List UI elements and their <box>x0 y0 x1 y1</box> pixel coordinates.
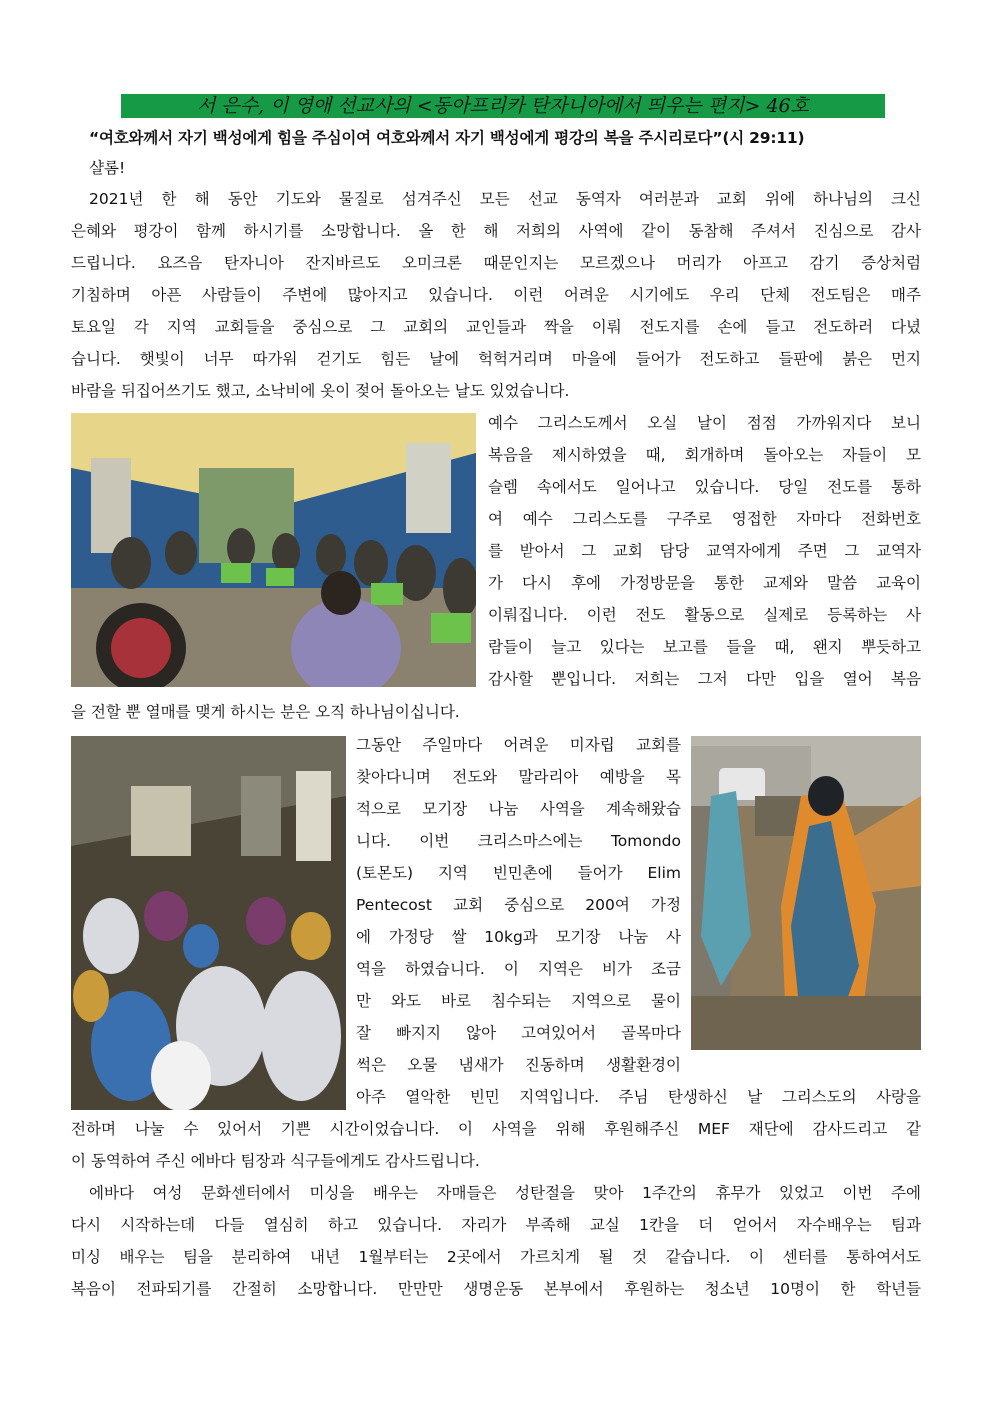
crowd-distribution-photo <box>71 736 346 1110</box>
text-line: 기침하며 아픈 사람들이 주변에 많아지고 있습니다. 이런 어려운 시기에도 우리 단체 전도팀은 매주 <box>71 286 921 304</box>
text-line: 아주 열악한 빈민 지역입니다. 주님 탄생하신 날 그리스도의 사랑을 <box>356 1088 921 1106</box>
text-line: 복음이 전파되기를 간절히 소망합니다. 만만만 생명운동 본부에서 후원하는 청소년 10명이 한 학년들 <box>71 1280 921 1298</box>
text-line: 에바다 여성 문화센터에서 미싱을 배우는 자매들은 성탄절을 맞아 1주간의 휴무가 있었고 이번 주에 <box>89 1184 921 1202</box>
text-line: 만 와도 바로 침수되는 지역으로 물이 <box>356 992 681 1010</box>
text-line: 복음을 제시하였을 때, 회개하며 돌아오는 자들이 모 <box>488 446 921 464</box>
text-line: 역을 하였습니다. 이 지역은 비가 조금 <box>356 960 681 978</box>
text-line: 적으로 모기장 나눔 사역을 계속해왔습 <box>356 800 681 818</box>
text-line: 이뤄집니다. 이런 전도 활동으로 실제로 등록하는 사 <box>488 606 921 624</box>
church-meeting-photo <box>71 413 476 687</box>
text-line: 그동안 주일마다 어려운 미자립 교회를 <box>356 736 681 754</box>
text-line: 은혜와 평강이 함께 하시기를 소망합니다. 올 한 해 저희의 사역에 같이 동참해 주셔서 진심으로 감사 <box>71 222 921 240</box>
text-line: 바람을 뒤집어쓰기도 했고, 소낙비에 옷이 젖어 돌아오는 날도 있었습니다. <box>71 382 570 400</box>
text-line: Pentecost 교회 중심으로 200여 가정 <box>356 896 681 914</box>
text-line: 토요일 각 지역 교회들을 중심으로 그 교회의 교인들과 짝을 이뤄 전도지를 손에 들고 전도하러 다녔 <box>71 318 921 336</box>
text-line: 썩은 오물 냄새가 진동하며 생활환경이 <box>356 1056 681 1074</box>
scripture-verse: “여호와께서 자기 백성에게 힘을 주심이여 여호와께서 자기 백성에게 평강의 복을 주시리로다”(시 29:11) <box>89 129 805 147</box>
text-line: 드립니다. 요즈음 탄자니아 잔지바르도 오미크론 때문인지는 모르겠으나 머리가 아프고 감기 증상처럼 <box>71 254 921 272</box>
text-line: 가 다시 후에 가정방문을 통한 교제와 말씀 교육이 <box>488 574 921 592</box>
text-line: 슬렘 속에서도 일어나고 있습니다. 당일 전도를 통하 <box>488 478 921 496</box>
text-line: 니다. 이번 크리스마스에는 Tomondo <box>356 832 681 850</box>
text-line: 전하며 나눌 수 있어서 기쁜 시간이었습니다. 이 사역을 위해 후원해주신 MEF 재단에 감사드리고 같 <box>71 1120 921 1138</box>
text-line: 미싱 배우는 팀을 분리하여 내년 1월부터는 2곳에서 가르치게 될 것 같습니다. 이 센터를 통하여서도 <box>71 1248 921 1266</box>
text-line: 잘 빠지지 않아 고여있어서 골목마다 <box>356 1024 681 1042</box>
text-line: 를 받아서 그 교회 담당 교역자에게 주면 그 교역자 <box>488 542 921 560</box>
text-line: 이 동역하여 주신 에바다 팀장과 식구들에게도 감사드립니다. <box>71 1152 480 1170</box>
text-line: 을 전할 뿐 열매를 맺게 하시는 분은 오직 하나님이십니다. <box>71 703 460 721</box>
greeting: 샬롬! <box>89 159 126 177</box>
text-line: 예수 그리스도께서 오실 날이 점점 가까워지다 보니 <box>488 414 921 432</box>
text-line: (토몬도) 지역 빈민촌에 들어가 Elim <box>356 864 681 882</box>
text-line: 습니다. 햇빛이 너무 따가워 걷기도 힘든 날에 헉헉거리며 마을에 들어가 전도하고 들판에 붉은 먼지 <box>71 350 921 368</box>
text-line: 다시 시작하는데 다들 열심히 하고 있습니다. 자리가 부족해 교실 1칸을 더 얻어서 자수배우는 팀과 <box>71 1216 921 1234</box>
flooded-village-photo <box>691 736 921 1050</box>
text-line: 에 가정당 쌀 10kg과 모기장 나눔 사 <box>356 928 681 946</box>
text-line: 람들이 늘고 있다는 보고를 들을 때, 왠지 뿌듯하고 <box>488 638 921 656</box>
text-line: 여 예수 그리스도를 구주로 영접한 자마다 전화번호 <box>488 510 921 528</box>
letter-title: 서 은수, 이 영애 선교사의 <동아프리카 탄자니아에서 띄우는 편지> 46호 <box>121 94 885 118</box>
text-line: 찾아다니며 전도와 말라리아 예방을 목 <box>356 768 681 786</box>
text-line: 2021년 한 해 동안 기도와 물질로 섬겨주신 모든 선교 동역자 여러분과 교회 위에 하나님의 크신 <box>89 190 921 208</box>
text-line: 감사할 뿐입니다. 저희는 그저 다만 입을 열어 복음 <box>488 670 921 688</box>
